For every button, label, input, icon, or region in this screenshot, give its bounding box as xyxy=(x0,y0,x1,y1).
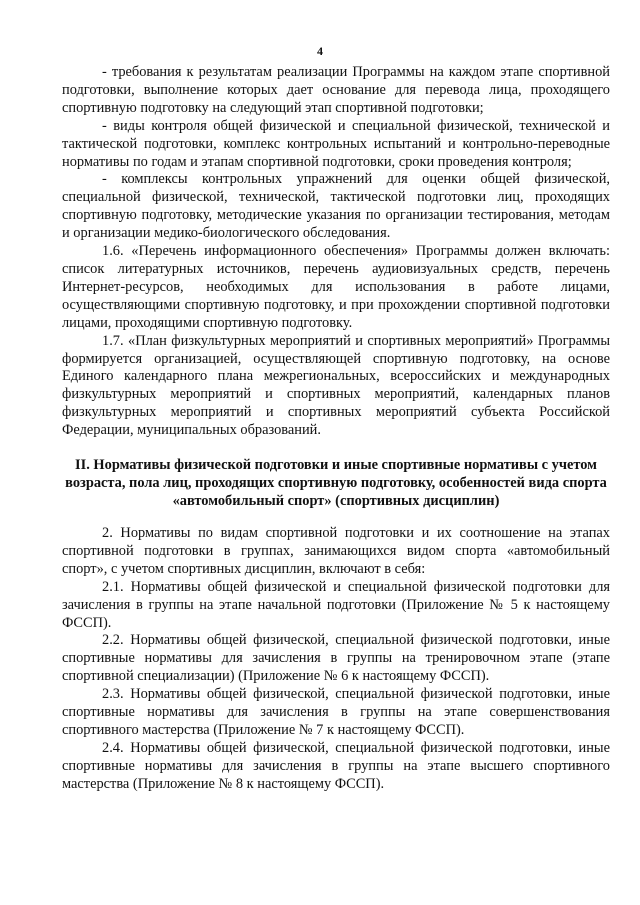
paragraph-control-exercises: - комплексы контрольных упражнений для оценки общей физической, специальной физической, технической, тактической подготовки лиц, проходящих спортивную подготовку, методические указания по организации тестирования, методам и организации медико-биологического обследования. xyxy=(62,171,610,242)
section-heading: II. Нормативы физической подготовки и иные спортивные нормативы с учетом возраста, пола лиц, проходящих спортивную подготовку, особенностей вида спорта «автомобильный спорт» (спортивных дисциплин) xyxy=(65,457,607,510)
paragraph-2: 2. Нормативы по видам спортивной подготовки и их соотношение на этапах спортивной подготовки в группах, занимающихся видом спорта «автомобильный спорт», с учетом спортивных дисциплин, включают в себя: xyxy=(62,525,610,577)
paragraph-requirements: - требования к результатам реализации Программы на каждом этапе спортивной подготовки, выполнение которых дает основание для перевода лица, проходящего спортивную подготовку на следующий этап спортивной подготовки; xyxy=(62,64,610,116)
document-body xyxy=(62,64,610,794)
paragraph-2-3: 2.3. Нормативы общей физической, специальной физической подготовки, иные спортивные нормативы для зачисления в группы на этапе совершенствования спортивного мастерства (Приложение № 7 к настоящему ФССП). xyxy=(62,686,610,738)
paragraph-control-types: - виды контроля общей физической и специальной физической, технической и тактической подготовки, комплекс контрольных испытаний и контрольно-переводные нормативы по годам и этапам спортивной подготовки, сроки проведения контроля; xyxy=(62,117,610,170)
paragraph-2-1: 2.1. Нормативы общей физической и специальной физической подготовки для зачисления в группы на этапе начальной подготовки (Приложение № 5 к настоящему ФССП). xyxy=(62,578,610,631)
paragraph-2-4: 2.4. Нормативы общей физической, специальной физической подготовки, иные спортивные нормативы для зачисления в группы на этапе высшего спортивного мастерства (Приложение № 8 к настоящему ФССП). xyxy=(62,739,610,792)
paragraph-1-7: 1.7. «План физкультурных мероприятий и спортивных мероприятий» Программы формируется организацией, осуществляющей спортивную подготовку, на основе Единого календарного плана межрегиональных, всероссийских и международных физкультурных мероприятий и спортивных мероприятий, календарных планов физкультурных мероприятий и спортивных мероприятий субъекта Российской Федерации, муниципальных образований. xyxy=(62,332,610,439)
page-number: 4 xyxy=(317,44,323,58)
paragraph-1-6: 1.6. «Перечень информационного обеспечения» Программы должен включать: список литературных источников, перечень аудиовизуальных средств, перечень Интернет-ресурсов, необходимых для использования в работе лицами, осуществляющими спортивную подготовку, и при прохождении спортивной подготовки лицами, проходящими спортивную подготовку. xyxy=(62,243,610,331)
paragraph-2-2: 2.2. Нормативы общей физической, специальной физической подготовки, иные спортивные нормативы для зачисления в группы на тренировочном этапе (этапе спортивной специализации) (Приложение № 6 к настоящему ФССП). xyxy=(62,632,610,685)
